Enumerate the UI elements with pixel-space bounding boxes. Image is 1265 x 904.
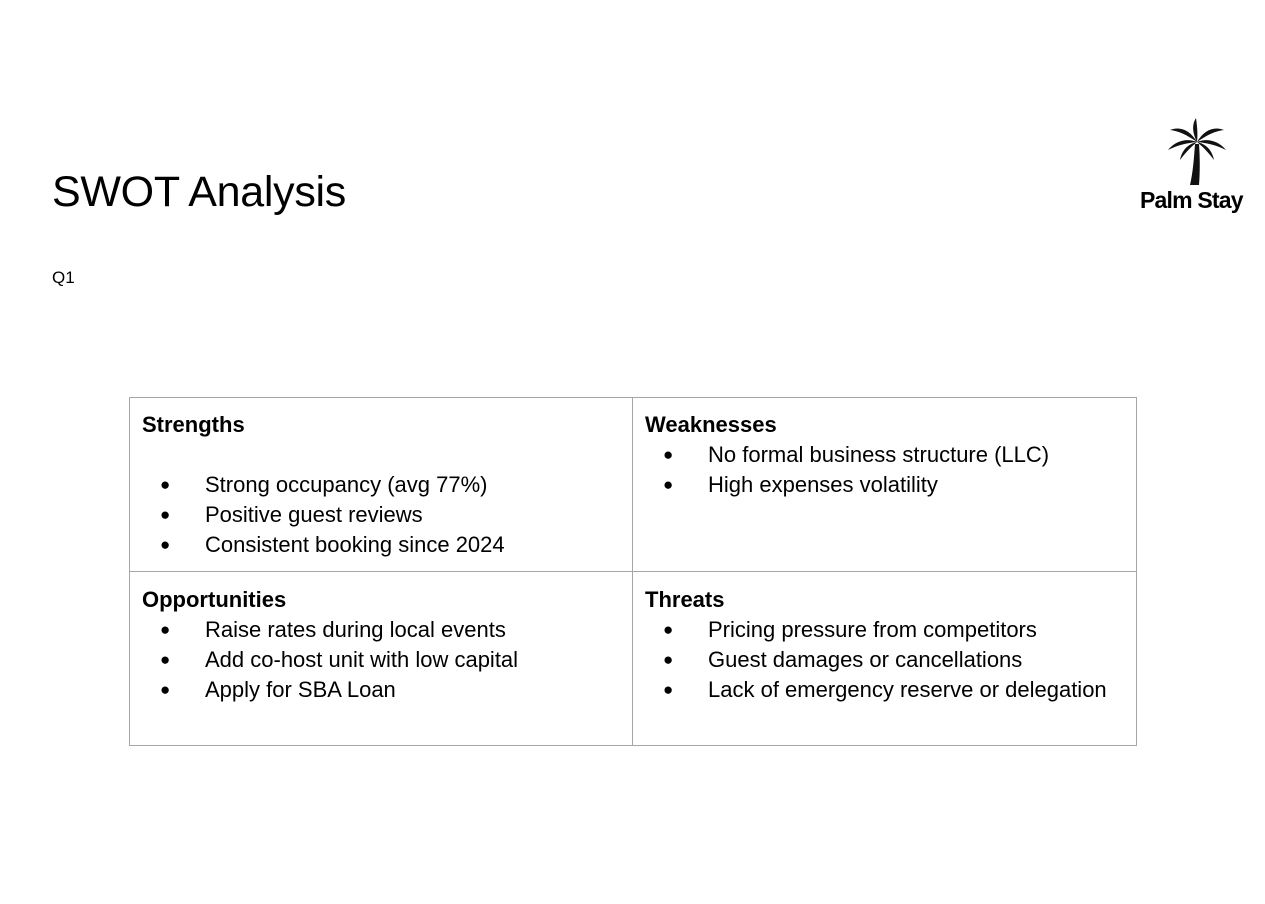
opportunities-list: [142, 615, 620, 705]
strengths-list: [142, 470, 620, 560]
list-item: ● Raise rates during local events: [142, 615, 620, 645]
swot-table: [129, 397, 1137, 746]
threats-cell: [633, 572, 1136, 745]
palm-tree-icon: [1166, 118, 1228, 188]
brand-name: Palm Stay: [1140, 187, 1243, 213]
list-item: ● Apply for SBA Loan: [142, 675, 620, 705]
opportunities-title: Opportunities: [142, 587, 287, 612]
list-item: ● High expenses volatility: [645, 470, 1124, 500]
threats-list: [645, 615, 1124, 705]
opportunities-cell: [130, 572, 633, 745]
list-item: ● Positive guest reviews: [142, 500, 620, 530]
weaknesses-list: [645, 440, 1124, 500]
threats-title: Threats: [645, 587, 725, 612]
list-item: ● Pricing pressure from competitors: [645, 615, 1124, 645]
list-item: ● Consistent booking since 2024: [142, 530, 620, 560]
page-subtitle: Q1: [52, 268, 75, 287]
strengths-cell: [130, 398, 633, 572]
strengths-title: Strengths: [142, 412, 245, 437]
weaknesses-title: Weaknesses: [645, 412, 777, 437]
list-item: ● Strong occupancy (avg 77%): [142, 470, 620, 500]
weaknesses-cell: [633, 398, 1136, 572]
brand-logo: [1128, 114, 1265, 224]
list-item: ● Guest damages or cancellations: [645, 645, 1124, 675]
list-item: ● Add co-host unit with low capital: [142, 645, 620, 675]
page-title: SWOT Analysis: [52, 168, 346, 216]
list-item: ● Lack of emergency reserve or delegation: [645, 675, 1124, 705]
list-item: ● No formal business structure (LLC): [645, 440, 1124, 470]
